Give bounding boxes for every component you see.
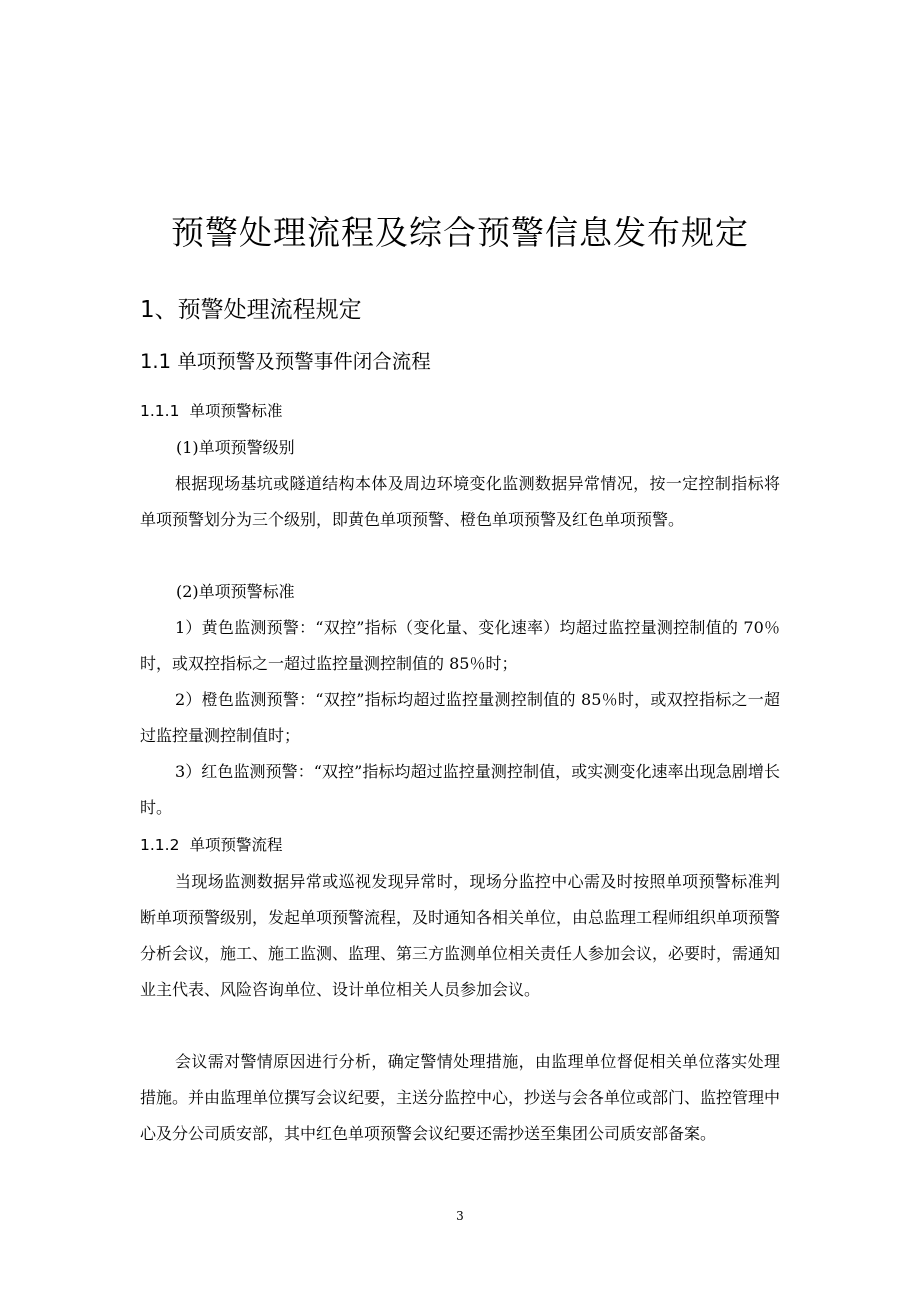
item-single-warning-standard: (2)单项预警标准 — [176, 582, 295, 601]
paragraph-warning-process: 当现场监测数据异常或巡视发现异常时，现场分监控中心需及时按照单项预警标准判断单项预警级别，发起单项预警流程，及时通知各相关单位，由总监理工程师组织单项预警分析会议，施工、施工监测、监理、第三方监测单位相关责任人参加会议，必要时，需通知业主代表、风险咨询单位、设计单位相关人员参加会议。 — [140, 872, 781, 999]
section-1-1-1-title: 单项预警标准 — [189, 402, 283, 420]
section-1-1-2-title: 单项预警流程 — [189, 836, 283, 854]
paragraph-meeting-process: 会议需对警情原因进行分析，确定警情处理措施，由监理单位督促相关单位落实处理措施。并由监理单位撰写会议纪要，主送分监控中心，抄送与会各单位或部门、监控管理中心及分公司质安部，其中红色单项预警会议纪要还需抄送至集团公司质安部备案。 — [140, 1052, 781, 1143]
paragraph-orange-warning: 2）橙色监测预警：“双控”指标均超过监控量测控制值的 85％时，或双控指标之一超过监控量测控制值时； — [140, 690, 780, 745]
section-1-1-2-heading — [140, 831, 282, 859]
paragraph-warning-levels: 根据现场基坑或隧道结构本体及周边环境变化监测数据异常情况，按一定控制指标将单项预警划分为三个级别，即黄色单项预警、橙色单项预警及红色单项预警。 — [140, 474, 780, 529]
document-title: 预警处理流程及综合预警信息发布规定 — [171, 213, 749, 252]
page-number: 3 — [456, 1209, 464, 1223]
section-1-1-1-heading — [140, 397, 282, 425]
section-1-1-1-number: 1.1.1 — [140, 402, 180, 420]
section-1-1-heading: 1.1 单项预警及预警事件闭合流程 — [140, 350, 431, 373]
paragraph-yellow-warning: 1）黄色监测预警：“双控”指标（变化量、变化速率）均超过监控量测控制值的 70％时，或双控指标之一超过监控量测控制值的 85％时； — [140, 618, 780, 673]
item-single-warning-level: (1)单项预警级别 — [176, 438, 295, 457]
section-1-1-2-number: 1.1.2 — [140, 836, 180, 854]
paragraph-red-warning: 3）红色监测预警：“双控”指标均超过监控量测控制值，或实测变化速率出现急剧增长时。 — [140, 762, 780, 817]
section-1-heading: 1、预警处理流程规定 — [140, 297, 362, 323]
